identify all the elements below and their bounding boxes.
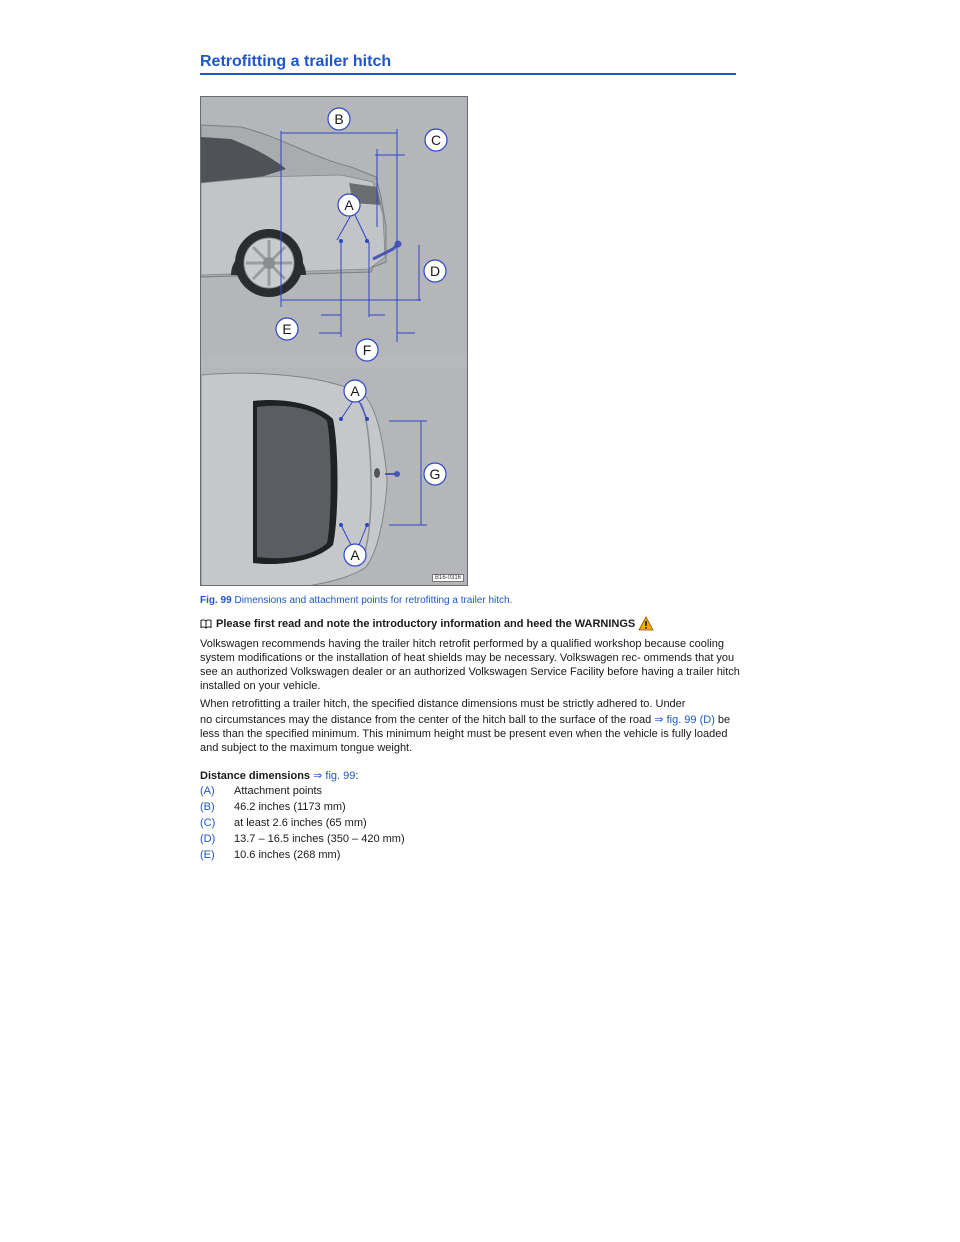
dim-value: 13.7 – 16.5 inches (350 – 420 mm)	[234, 833, 405, 845]
dim-value: 46.2 inches (1173 mm)	[234, 801, 346, 813]
list-item	[200, 783, 740, 799]
callout-g: G	[429, 466, 441, 482]
dim-value: 10.6 inches (268 mm)	[234, 849, 341, 861]
book-icon	[200, 619, 212, 629]
figure-label: Fig. 99	[200, 595, 232, 606]
dim-key: (C)	[200, 817, 216, 829]
distance-dimensions-heading	[200, 769, 740, 783]
paragraph-minimum-height	[200, 713, 740, 755]
dim-key: (D)	[200, 833, 216, 845]
callout-d: D	[429, 263, 441, 279]
fig-99-d-link[interactable]: ⇒ fig. 99 (D)	[654, 714, 715, 726]
paragraph-dimensions-intro: When retrofitting a trailer hitch, the specified distance dimensions must be strictly adhered to. Under	[200, 698, 686, 710]
paragraph-text-before: no circumstances may the distance from the center of the hitch ball to the surface of the road	[200, 714, 655, 726]
callout-c: C	[430, 132, 442, 148]
figure-caption-text: Dimensions and attachment points for retrofitting a trailer hitch.	[234, 595, 513, 606]
list-item	[200, 831, 740, 847]
distance-heading-text: Distance dimensions	[200, 770, 311, 782]
car-top-view	[201, 367, 468, 586]
dim-key: (E)	[200, 849, 215, 861]
callout-e: E	[282, 321, 292, 337]
dim-value: Attachment points	[234, 785, 323, 797]
list-item	[200, 799, 740, 815]
trailer-hitch-figure	[200, 96, 468, 586]
intro-text: Please first read and note the introductory information and heed the WARNINGS	[216, 617, 636, 630]
car-dimension-diagram	[201, 97, 468, 586]
dim-value: at least 2.6 inches (65 mm)	[234, 817, 367, 829]
dim-key: (A)	[200, 785, 215, 797]
callout-a-top: A	[350, 383, 360, 399]
callout-a-side: A	[344, 197, 354, 213]
car-side-view	[201, 97, 468, 361]
paragraph-text-after: be less than the specified minimum. This minimum height must be present even when the vehicle is fully loaded and subject to the maximum tongue weight.	[200, 714, 731, 754]
figure-caption	[200, 595, 740, 607]
warning-icon	[638, 616, 654, 631]
distance-colon: :	[355, 770, 359, 782]
list-item	[200, 847, 740, 863]
callout-a-bottom: A	[350, 547, 360, 563]
image-code: B16-0316	[432, 574, 464, 582]
distance-dimensions-list	[200, 783, 740, 863]
intro-note	[200, 616, 740, 631]
list-item	[200, 815, 740, 831]
callout-f: F	[362, 342, 372, 358]
fig-99-link[interactable]: ⇒ fig. 99	[313, 770, 356, 782]
page-title: Retrofitting a trailer hitch	[200, 53, 392, 70]
callout-b: B	[334, 111, 344, 127]
dim-key: (B)	[200, 801, 215, 813]
paragraph-workshop: Volkswagen recommends having the trailer hitch retrofit performed by a qualified workshop because cooling system modifications or the installation of heat shields may be necessary. Volkswagen rec- ommends that you see an authorized Volkswagen dealer or an authorized Volkswagen Service Facility before having a trailer hitch installed on your vehicle.	[200, 638, 740, 692]
section-heading	[200, 53, 736, 75]
